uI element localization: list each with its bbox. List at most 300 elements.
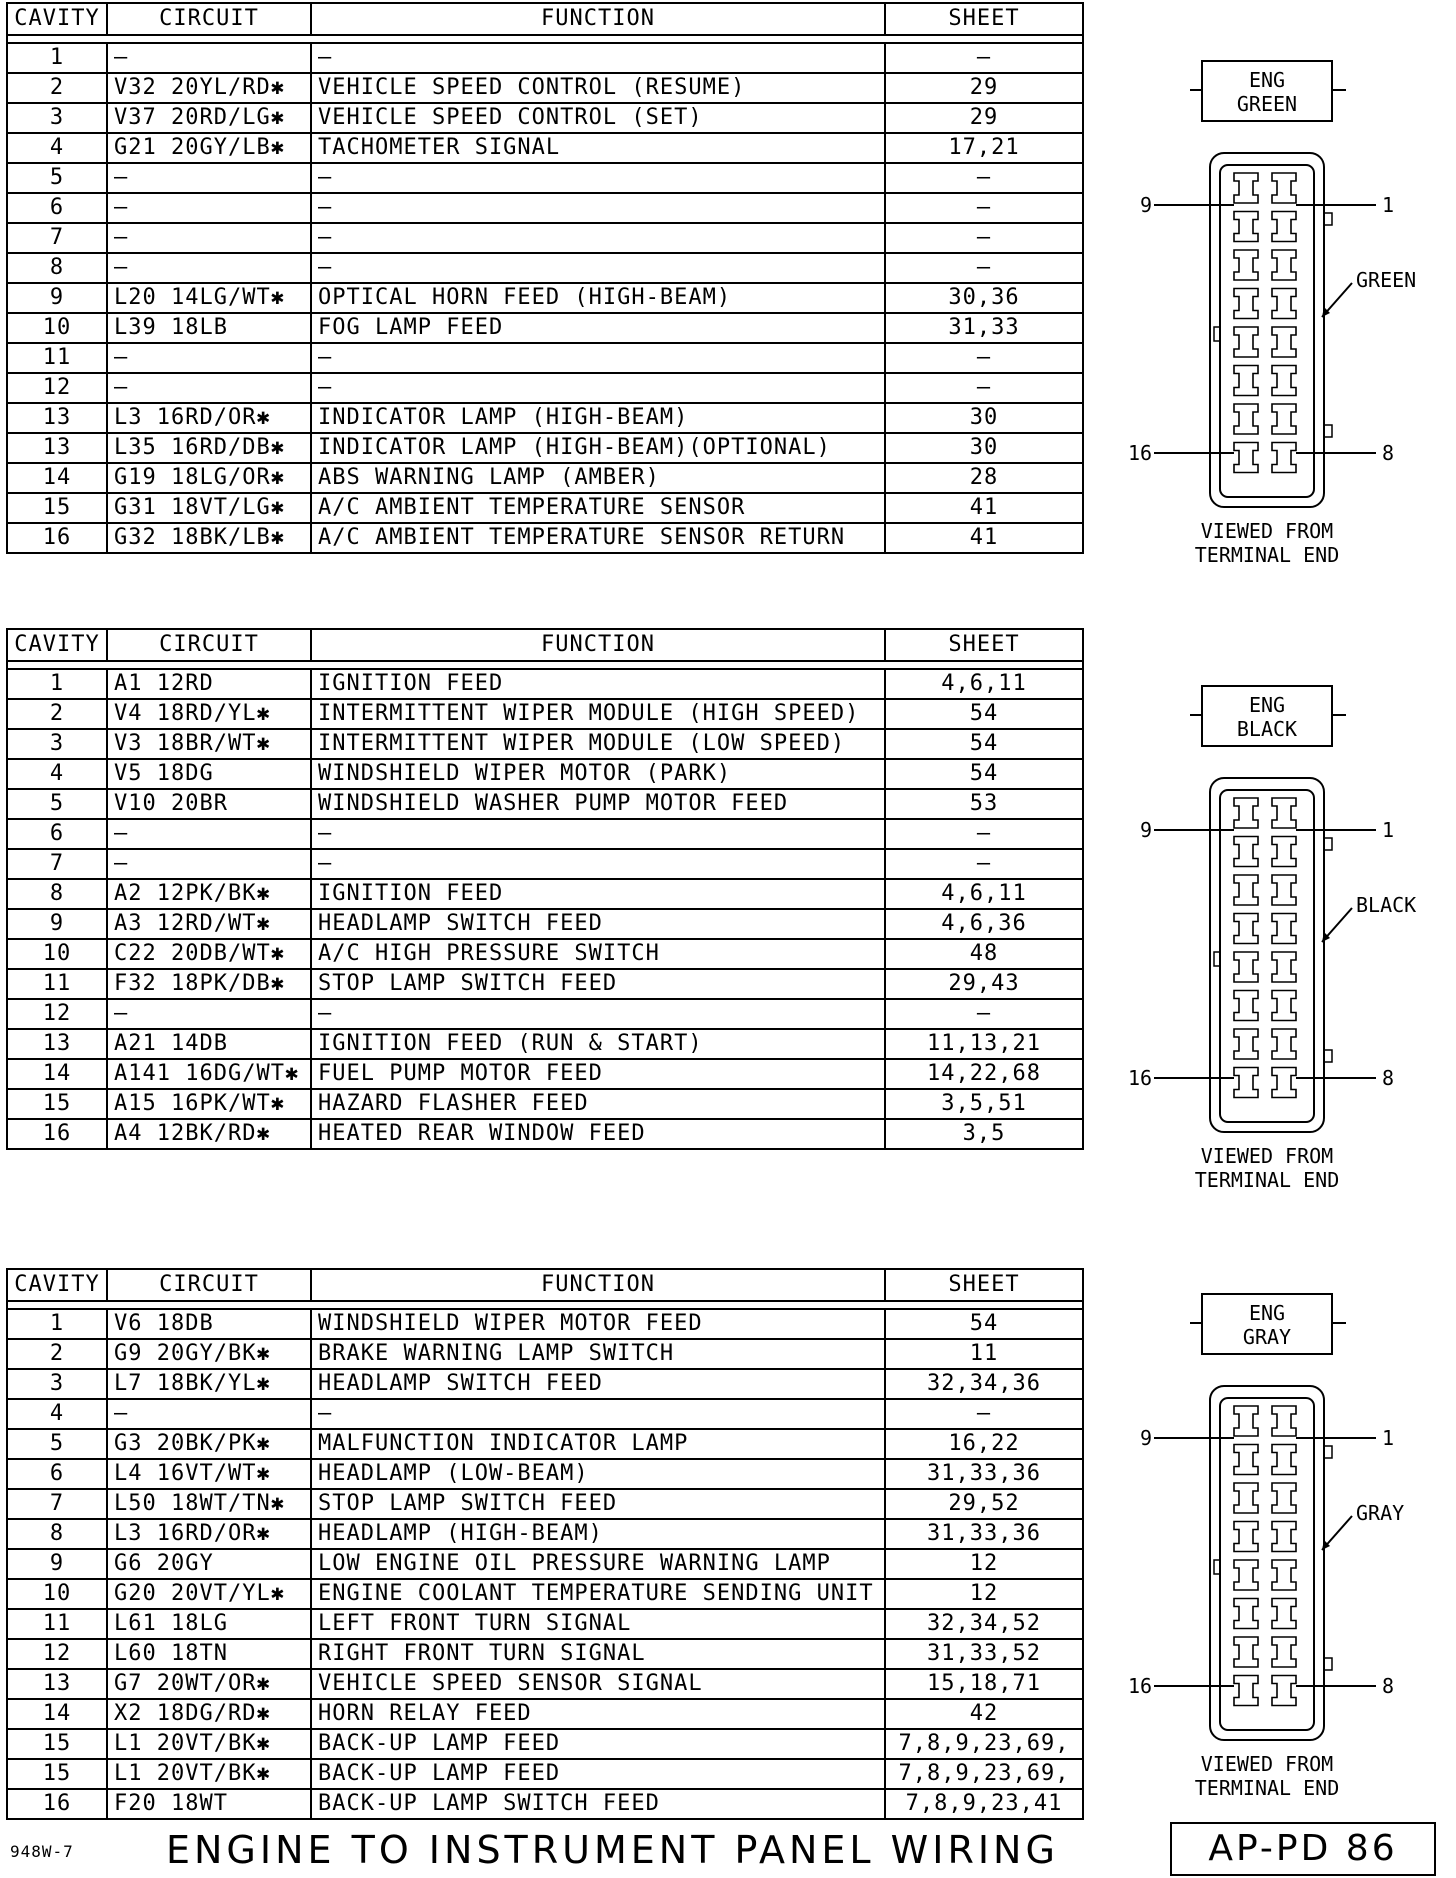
cell-circuit: C22 20DB/WT✱ <box>107 939 311 969</box>
cell-circuit: L3 16RD/OR✱ <box>107 1519 311 1549</box>
cell-function: — <box>311 819 885 849</box>
pin-label-1: 1 <box>1382 1426 1395 1450</box>
cell-sheet: 29 <box>885 103 1083 133</box>
cell-cavity: 13 <box>7 433 107 463</box>
cell-cavity: 3 <box>7 729 107 759</box>
cell-cavity: 7 <box>7 223 107 253</box>
cell-cavity: 14 <box>7 463 107 493</box>
terminal-cavity <box>1234 212 1258 242</box>
terminal-cavity <box>1234 1029 1258 1059</box>
table-row <box>7 999 1083 1029</box>
terminal-cavity <box>1272 1637 1296 1667</box>
cell-circuit: L1 20VT/BK✱ <box>107 1759 311 1789</box>
cell-circuit: V10 20BR <box>107 789 311 819</box>
terminal-cavity <box>1234 1637 1258 1667</box>
cell-function: WINDSHIELD WIPER MOTOR (PARK) <box>311 759 885 789</box>
terminal-cavity <box>1272 875 1296 905</box>
cell-circuit: L60 18TN <box>107 1639 311 1669</box>
cell-function: — <box>311 193 885 223</box>
cell-cavity: 15 <box>7 1759 107 1789</box>
cell-circuit: — <box>107 999 311 1029</box>
terminal-cavity <box>1234 1560 1258 1590</box>
terminal-cavity <box>1272 914 1296 944</box>
connector-drawing <box>1110 55 1456 575</box>
table-row <box>7 729 1083 759</box>
terminal-cavity <box>1234 289 1258 319</box>
cell-function: INTERMITTENT WIPER MODULE (LOW SPEED) <box>311 729 885 759</box>
table-row <box>7 43 1083 73</box>
cell-cavity: 15 <box>7 1729 107 1759</box>
cell-sheet: 4,6,11 <box>885 669 1083 699</box>
table-row <box>7 789 1083 819</box>
cell-sheet: — <box>885 1399 1083 1429</box>
cell-function: — <box>311 1399 885 1429</box>
cell-cavity: 15 <box>7 493 107 523</box>
cell-cavity: 8 <box>7 1519 107 1549</box>
cell-circuit: — <box>107 163 311 193</box>
viewed-from-line1: VIEWED FROM <box>1200 1752 1334 1776</box>
cell-sheet: 11 <box>885 1339 1083 1369</box>
table-row <box>7 1549 1083 1579</box>
table-header-row <box>7 3 1083 35</box>
cell-circuit: — <box>107 849 311 879</box>
cell-sheet: 7,8,9,23,41 <box>885 1789 1083 1819</box>
terminal-cavity <box>1234 173 1258 203</box>
cell-circuit: L20 14LG/WT✱ <box>107 283 311 313</box>
cell-circuit: — <box>107 1399 311 1429</box>
table-row <box>7 1579 1083 1609</box>
cell-sheet: 12 <box>885 1549 1083 1579</box>
terminal-cavity <box>1234 404 1258 434</box>
terminal-cavity <box>1272 289 1296 319</box>
cell-cavity: 10 <box>7 1579 107 1609</box>
cell-function: — <box>311 373 885 403</box>
cell-function: VEHICLE SPEED CONTROL (SET) <box>311 103 885 133</box>
cell-cavity: 5 <box>7 1429 107 1459</box>
header-function: FUNCTION <box>311 1269 885 1301</box>
cell-circuit: L3 16RD/OR✱ <box>107 403 311 433</box>
terminal-cavity <box>1234 366 1258 396</box>
table-spacer <box>7 1301 1083 1309</box>
table-spacer <box>7 35 1083 43</box>
table-row <box>7 879 1083 909</box>
cell-cavity: 10 <box>7 313 107 343</box>
pin-label-16: 16 <box>1128 441 1153 465</box>
connector-tag-line2: GREEN <box>1236 92 1298 116</box>
table-row <box>7 193 1083 223</box>
connector-color-label: GRAY <box>1356 1501 1405 1525</box>
table-row <box>7 1759 1083 1789</box>
cell-sheet: 48 <box>885 939 1083 969</box>
cell-function: HEATED REAR WINDOW FEED <box>311 1119 885 1149</box>
cell-function: A/C AMBIENT TEMPERATURE SENSOR RETURN <box>311 523 885 553</box>
connector-color-label: GREEN <box>1356 268 1417 292</box>
cell-cavity: 5 <box>7 789 107 819</box>
table-row <box>7 1669 1083 1699</box>
pin-label-9: 9 <box>1140 193 1153 217</box>
table-row <box>7 1309 1083 1339</box>
table-row <box>7 1119 1083 1149</box>
terminal-cavity <box>1234 1406 1258 1436</box>
terminal-cavity <box>1272 212 1296 242</box>
pin-label-9: 9 <box>1140 818 1153 842</box>
table-row <box>7 1609 1083 1639</box>
cell-cavity: 14 <box>7 1059 107 1089</box>
terminal-cavity <box>1272 1445 1296 1475</box>
cell-cavity: 10 <box>7 939 107 969</box>
terminal-cavity <box>1272 1029 1296 1059</box>
cell-function: HEADLAMP SWITCH FEED <box>311 1369 885 1399</box>
cell-sheet: 29,43 <box>885 969 1083 999</box>
green-connector-diagram <box>1110 55 1456 575</box>
cell-sheet: — <box>885 253 1083 283</box>
cell-cavity: 9 <box>7 909 107 939</box>
header-circuit: CIRCUIT <box>107 3 311 35</box>
connector-tag-line1: ENG <box>1248 68 1286 92</box>
terminal-cavity <box>1272 1068 1296 1098</box>
cell-cavity: 2 <box>7 699 107 729</box>
cell-cavity: 13 <box>7 1029 107 1059</box>
cell-cavity: 14 <box>7 1699 107 1729</box>
viewed-from-line2: TERMINAL END <box>1194 1776 1340 1800</box>
cell-circuit: G9 20GY/BK✱ <box>107 1339 311 1369</box>
cell-function: INTERMITTENT WIPER MODULE (HIGH SPEED) <box>311 699 885 729</box>
table-row <box>7 969 1083 999</box>
housing-latch <box>1324 425 1332 437</box>
page-title: ENGINE TO INSTRUMENT PANEL WIRING <box>166 1828 1059 1872</box>
cell-circuit: V3 18BR/WT✱ <box>107 729 311 759</box>
cell-sheet: 42 <box>885 1699 1083 1729</box>
cell-circuit: A21 14DB <box>107 1029 311 1059</box>
table-row <box>7 313 1083 343</box>
cell-function: OPTICAL HORN FEED (HIGH-BEAM) <box>311 283 885 313</box>
terminal-cavity <box>1234 875 1258 905</box>
table-spacer-cell <box>7 35 1083 43</box>
cell-function: HEADLAMP (HIGH-BEAM) <box>311 1519 885 1549</box>
table-row <box>7 373 1083 403</box>
cell-circuit: G32 18BK/LB✱ <box>107 523 311 553</box>
terminal-cavity <box>1272 250 1296 280</box>
cell-cavity: 11 <box>7 1609 107 1639</box>
terminal-cavity <box>1272 173 1296 203</box>
terminal-cavity <box>1272 443 1296 473</box>
terminal-cavity <box>1234 991 1258 1021</box>
cell-function: INDICATOR LAMP (HIGH-BEAM)(OPTIONAL) <box>311 433 885 463</box>
cell-sheet: 32,34,36 <box>885 1369 1083 1399</box>
cell-sheet: 7,8,9,23,69, <box>885 1729 1083 1759</box>
pin-label-16: 16 <box>1128 1066 1153 1090</box>
cell-function: — <box>311 999 885 1029</box>
cell-sheet: 30 <box>885 403 1083 433</box>
cell-function: VEHICLE SPEED SENSOR SIGNAL <box>311 1669 885 1699</box>
cell-function: A/C HIGH PRESSURE SWITCH <box>311 939 885 969</box>
terminal-cavity <box>1272 1483 1296 1513</box>
cell-function: LEFT FRONT TURN SIGNAL <box>311 1609 885 1639</box>
cell-sheet: 28 <box>885 463 1083 493</box>
table-row <box>7 1459 1083 1489</box>
table-row <box>7 1399 1083 1429</box>
gray-connector-table <box>6 1268 1084 1820</box>
cell-function: BACK-UP LAMP SWITCH FEED <box>311 1789 885 1819</box>
terminal-cavity <box>1272 366 1296 396</box>
pin-label-9: 9 <box>1140 1426 1153 1450</box>
cell-sheet: 30 <box>885 433 1083 463</box>
cell-function: — <box>311 163 885 193</box>
terminal-cavity <box>1234 837 1258 867</box>
cell-function: INDICATOR LAMP (HIGH-BEAM) <box>311 403 885 433</box>
table-row <box>7 699 1083 729</box>
cell-circuit: A15 16PK/WT✱ <box>107 1089 311 1119</box>
housing-latch <box>1324 1658 1332 1670</box>
terminal-cavity <box>1234 1599 1258 1629</box>
table-row <box>7 103 1083 133</box>
housing-latch <box>1324 1446 1332 1458</box>
cell-sheet: 31,33,36 <box>885 1459 1083 1489</box>
table-row <box>7 343 1083 373</box>
cell-cavity: 8 <box>7 879 107 909</box>
table-row <box>7 433 1083 463</box>
terminal-cavity <box>1234 443 1258 473</box>
terminal-cavity <box>1272 1599 1296 1629</box>
pin-label-8: 8 <box>1382 441 1395 465</box>
cell-sheet: — <box>885 43 1083 73</box>
cell-cavity: 11 <box>7 343 107 373</box>
table-row <box>7 849 1083 879</box>
cell-sheet: 3,5,51 <box>885 1089 1083 1119</box>
cell-cavity: 3 <box>7 1369 107 1399</box>
cell-sheet: 54 <box>885 729 1083 759</box>
cell-circuit: L39 18LB <box>107 313 311 343</box>
connector-tag-line1: ENG <box>1248 1301 1286 1325</box>
cell-circuit: F20 18WT <box>107 1789 311 1819</box>
header-circuit: CIRCUIT <box>107 629 311 661</box>
cell-sheet: 29,52 <box>885 1489 1083 1519</box>
cell-function: RIGHT FRONT TURN SIGNAL <box>311 1639 885 1669</box>
cell-sheet: 11,13,21 <box>885 1029 1083 1059</box>
table-row <box>7 463 1083 493</box>
table-row <box>7 1519 1083 1549</box>
cell-sheet: 54 <box>885 759 1083 789</box>
table-row <box>7 73 1083 103</box>
cell-circuit: G7 20WT/OR✱ <box>107 1669 311 1699</box>
table-row <box>7 1369 1083 1399</box>
cell-cavity: 12 <box>7 999 107 1029</box>
terminal-cavity <box>1272 404 1296 434</box>
cell-circuit: G19 18LG/OR✱ <box>107 463 311 493</box>
cell-function: FUEL PUMP MOTOR FEED <box>311 1059 885 1089</box>
black-connector-diagram <box>1110 680 1456 1200</box>
cell-function: TACHOMETER SIGNAL <box>311 133 885 163</box>
terminal-cavity <box>1234 1483 1258 1513</box>
header-function: FUNCTION <box>311 629 885 661</box>
cell-function: WINDSHIELD WIPER MOTOR FEED <box>311 1309 885 1339</box>
drawing-code: 948W-7 <box>10 1842 74 1861</box>
cell-sheet: — <box>885 343 1083 373</box>
cell-circuit: L7 18BK/YL✱ <box>107 1369 311 1399</box>
table-row <box>7 253 1083 283</box>
table-row <box>7 283 1083 313</box>
cell-cavity: 13 <box>7 403 107 433</box>
cell-cavity: 1 <box>7 43 107 73</box>
cell-sheet: 41 <box>885 523 1083 553</box>
cell-function: — <box>311 43 885 73</box>
cell-sheet: 15,18,71 <box>885 1669 1083 1699</box>
cell-sheet: 29 <box>885 73 1083 103</box>
housing-latch <box>1324 838 1332 850</box>
cell-sheet: — <box>885 999 1083 1029</box>
cell-sheet: 3,5 <box>885 1119 1083 1149</box>
cell-circuit: G6 20GY <box>107 1549 311 1579</box>
table-row <box>7 1029 1083 1059</box>
table-spacer-cell <box>7 1301 1083 1309</box>
cell-sheet: 31,33 <box>885 313 1083 343</box>
pin-label-8: 8 <box>1382 1066 1395 1090</box>
connector-drawing <box>1110 1288 1456 1808</box>
table-header-row <box>7 1269 1083 1301</box>
cell-function: WINDSHIELD WASHER PUMP MOTOR FEED <box>311 789 885 819</box>
table-row <box>7 163 1083 193</box>
cell-function: IGNITION FEED <box>311 669 885 699</box>
cell-circuit: L4 16VT/WT✱ <box>107 1459 311 1489</box>
cell-sheet: — <box>885 373 1083 403</box>
cell-circuit: — <box>107 819 311 849</box>
cell-circuit: — <box>107 223 311 253</box>
terminal-cavity <box>1234 1445 1258 1475</box>
connector-tag-line2: GRAY <box>1242 1325 1292 1349</box>
table-row <box>7 759 1083 789</box>
pin-label-16: 16 <box>1128 1674 1153 1698</box>
table-row <box>7 819 1083 849</box>
table-row <box>7 1639 1083 1669</box>
cell-function: HEADLAMP (LOW-BEAM) <box>311 1459 885 1489</box>
cell-circuit: — <box>107 43 311 73</box>
table-row <box>7 1699 1083 1729</box>
table-spacer-cell <box>7 661 1083 669</box>
terminal-cavity <box>1272 327 1296 357</box>
table-row <box>7 1089 1083 1119</box>
cell-function: HAZARD FLASHER FEED <box>311 1089 885 1119</box>
cell-function: HEADLAMP SWITCH FEED <box>311 909 885 939</box>
cell-sheet: 54 <box>885 1309 1083 1339</box>
terminal-cavity <box>1234 914 1258 944</box>
cell-circuit: V4 18RD/YL✱ <box>107 699 311 729</box>
table-row <box>7 1489 1083 1519</box>
cell-cavity: 16 <box>7 1119 107 1149</box>
cell-function: — <box>311 223 885 253</box>
connector-drawing <box>1110 680 1456 1200</box>
cell-circuit: A1 12RD <box>107 669 311 699</box>
header-cavity: CAVITY <box>7 3 107 35</box>
table-row <box>7 523 1083 553</box>
cell-circuit: L1 20VT/BK✱ <box>107 1729 311 1759</box>
cell-circuit: V5 18DG <box>107 759 311 789</box>
cell-cavity: 2 <box>7 73 107 103</box>
cell-function: VEHICLE SPEED CONTROL (RESUME) <box>311 73 885 103</box>
cell-function: ENGINE COOLANT TEMPERATURE SENDING UNIT <box>311 1579 885 1609</box>
cell-cavity: 3 <box>7 103 107 133</box>
header-sheet: SHEET <box>885 1269 1083 1301</box>
cell-cavity: 1 <box>7 669 107 699</box>
terminal-cavity <box>1234 1522 1258 1552</box>
table-spacer <box>7 661 1083 669</box>
header-sheet: SHEET <box>885 3 1083 35</box>
cell-cavity: 11 <box>7 969 107 999</box>
cell-function: STOP LAMP SWITCH FEED <box>311 1489 885 1519</box>
cell-sheet: — <box>885 223 1083 253</box>
pin-label-1: 1 <box>1382 818 1395 842</box>
connector-tag-line2: BLACK <box>1236 717 1298 741</box>
terminal-cavity <box>1272 1522 1296 1552</box>
cell-circuit: L50 18WT/TN✱ <box>107 1489 311 1519</box>
header-sheet: SHEET <box>885 629 1083 661</box>
cell-cavity: 4 <box>7 1399 107 1429</box>
cell-cavity: 4 <box>7 133 107 163</box>
cell-function: STOP LAMP SWITCH FEED <box>311 969 885 999</box>
terminal-cavity <box>1272 1560 1296 1590</box>
terminal-cavity <box>1234 798 1258 828</box>
cell-sheet: — <box>885 193 1083 223</box>
cell-circuit: A141 16DG/WT✱ <box>107 1059 311 1089</box>
table-row <box>7 223 1083 253</box>
cell-circuit: — <box>107 193 311 223</box>
cell-sheet: 30,36 <box>885 283 1083 313</box>
header-cavity: CAVITY <box>7 1269 107 1301</box>
gray-connector-diagram <box>1110 1288 1456 1808</box>
cell-cavity: 13 <box>7 1669 107 1699</box>
terminal-cavity <box>1234 1068 1258 1098</box>
housing-latch <box>1324 1050 1332 1062</box>
cell-sheet: 7,8,9,23,69, <box>885 1759 1083 1789</box>
cell-sheet: 54 <box>885 699 1083 729</box>
header-cavity: CAVITY <box>7 629 107 661</box>
cell-cavity: 12 <box>7 373 107 403</box>
cell-function: BACK-UP LAMP FEED <box>311 1729 885 1759</box>
table-row <box>7 1429 1083 1459</box>
cell-function: ABS WARNING LAMP (AMBER) <box>311 463 885 493</box>
cell-function: HORN RELAY FEED <box>311 1699 885 1729</box>
pin-label-1: 1 <box>1382 193 1395 217</box>
cell-cavity: 2 <box>7 1339 107 1369</box>
table-row <box>7 1789 1083 1819</box>
terminal-cavity <box>1272 837 1296 867</box>
cell-function: MALFUNCTION INDICATOR LAMP <box>311 1429 885 1459</box>
cell-cavity: 6 <box>7 1459 107 1489</box>
terminal-cavity <box>1234 327 1258 357</box>
table-row <box>7 1729 1083 1759</box>
header-circuit: CIRCUIT <box>107 1269 311 1301</box>
cell-sheet: 53 <box>885 789 1083 819</box>
viewed-from-line2: TERMINAL END <box>1194 1168 1340 1192</box>
connector-tag-line1: ENG <box>1248 693 1286 717</box>
cell-circuit: G20 20VT/YL✱ <box>107 1579 311 1609</box>
pin-label-8: 8 <box>1382 1674 1395 1698</box>
table-row <box>7 493 1083 523</box>
cell-circuit: G21 20GY/LB✱ <box>107 133 311 163</box>
terminal-cavity <box>1234 250 1258 280</box>
table-row <box>7 1059 1083 1089</box>
cell-sheet: 4,6,11 <box>885 879 1083 909</box>
terminal-cavity <box>1272 952 1296 982</box>
cell-function: A/C AMBIENT TEMPERATURE SENSOR <box>311 493 885 523</box>
cell-function: — <box>311 849 885 879</box>
terminal-cavity <box>1234 1676 1258 1706</box>
cell-cavity: 1 <box>7 1309 107 1339</box>
terminal-cavity <box>1272 798 1296 828</box>
cell-sheet: 16,22 <box>885 1429 1083 1459</box>
cell-function: — <box>311 253 885 283</box>
cell-sheet: 12 <box>885 1579 1083 1609</box>
cell-function: IGNITION FEED <box>311 879 885 909</box>
